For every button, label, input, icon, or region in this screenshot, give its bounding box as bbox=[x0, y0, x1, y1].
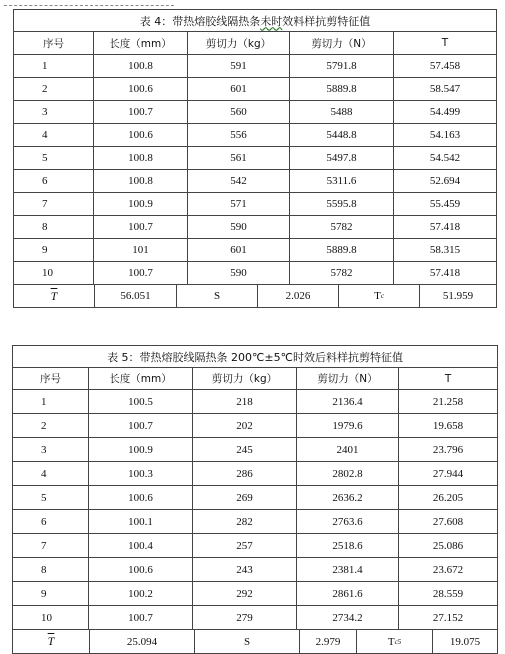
s-label-cell: S bbox=[177, 285, 258, 307]
shear-n-cell: 5889.8 bbox=[290, 239, 394, 262]
t-cell: 23.672 bbox=[399, 558, 498, 582]
length-cell: 100.2 bbox=[89, 582, 193, 606]
shear-n-cell: 2518.6 bbox=[297, 534, 399, 558]
table-row bbox=[14, 147, 497, 170]
tc-subscript: c bbox=[380, 292, 384, 300]
shear-table-5 bbox=[12, 345, 498, 654]
length-cell: 100.4 bbox=[89, 534, 193, 558]
caption-text-tail: 效料样抗剪特征值 bbox=[282, 14, 371, 28]
index-cell: 3 bbox=[14, 101, 94, 124]
index-cell: 9 bbox=[14, 239, 94, 262]
shear-n-cell: 5595.8 bbox=[290, 193, 394, 216]
table-row bbox=[14, 78, 497, 101]
shear-n-cell: 2802.8 bbox=[297, 462, 399, 486]
table-row bbox=[13, 534, 498, 558]
header-cell: 长度（mm） bbox=[89, 368, 193, 390]
shear-n-cell: 2636.2 bbox=[297, 486, 399, 510]
length-cell: 100.5 bbox=[89, 390, 193, 414]
shear-n-cell: 2136.4 bbox=[297, 390, 399, 414]
shear-kg-cell: 542 bbox=[188, 170, 290, 193]
tc-label-cell bbox=[339, 285, 420, 307]
shear-kg-cell: 571 bbox=[188, 193, 290, 216]
index-cell: 4 bbox=[13, 462, 89, 486]
mean-symbol: $\overline{T}$ bbox=[50, 288, 58, 303]
length-cell: 100.9 bbox=[89, 438, 193, 462]
length-cell: 100.7 bbox=[89, 414, 193, 438]
header-cell: 序号 bbox=[14, 32, 94, 55]
shear-kg-cell: 202 bbox=[193, 414, 297, 438]
t-cell: 54.499 bbox=[394, 101, 497, 124]
length-cell: 100.6 bbox=[94, 78, 188, 101]
shear-kg-cell: 257 bbox=[193, 534, 297, 558]
index-cell: 7 bbox=[13, 534, 89, 558]
header-cell: 剪切力（N） bbox=[297, 368, 399, 390]
shear-n-cell: 5448.8 bbox=[290, 124, 394, 147]
t-cell: 25.086 bbox=[399, 534, 498, 558]
t-cell: 27.608 bbox=[399, 510, 498, 534]
shear-n-cell: 2763.6 bbox=[297, 510, 399, 534]
length-cell: 100.7 bbox=[89, 606, 193, 630]
header-cell: T bbox=[394, 32, 497, 55]
index-cell: 10 bbox=[14, 262, 94, 285]
shear-kg-cell: 286 bbox=[193, 462, 297, 486]
index-cell: 4 bbox=[14, 124, 94, 147]
shear-kg-cell: 292 bbox=[193, 582, 297, 606]
s-value-cell: 2.026 bbox=[258, 285, 339, 307]
shear-n-cell: 5497.8 bbox=[290, 147, 394, 170]
length-cell: 100.7 bbox=[94, 216, 188, 239]
index-cell: 2 bbox=[13, 414, 89, 438]
index-cell: 7 bbox=[14, 193, 94, 216]
shear-n-cell: 5782 bbox=[290, 216, 394, 239]
table-row bbox=[13, 414, 498, 438]
t-cell: 52.694 bbox=[394, 170, 497, 193]
shear-kg-cell: 561 bbox=[188, 147, 290, 170]
t-cell: 27.944 bbox=[399, 462, 498, 486]
t-cell: 19.658 bbox=[399, 414, 498, 438]
length-cell: 100.6 bbox=[89, 558, 193, 582]
table-caption bbox=[14, 10, 497, 32]
index-cell: 3 bbox=[13, 438, 89, 462]
header-cell: 长度（mm） bbox=[94, 32, 188, 55]
caption-text: 表 4：带热熔胶线隔热条 bbox=[139, 14, 261, 28]
index-cell: 10 bbox=[13, 606, 89, 630]
length-cell: 100.1 bbox=[89, 510, 193, 534]
s-label-cell: S bbox=[195, 630, 300, 653]
index-cell: 2 bbox=[14, 78, 94, 101]
t-cell: 28.559 bbox=[399, 582, 498, 606]
header-row bbox=[14, 32, 497, 55]
shear-kg-cell: 590 bbox=[188, 216, 290, 239]
table-row bbox=[14, 55, 497, 78]
shear-n-cell: 5311.6 bbox=[290, 170, 394, 193]
index-cell: 1 bbox=[14, 55, 94, 78]
index-cell: 1 bbox=[13, 390, 89, 414]
t-cell: 57.418 bbox=[394, 262, 497, 285]
mean-symbol: $\overline{T}$ bbox=[47, 634, 55, 648]
shear-n-cell: 5782 bbox=[290, 262, 394, 285]
caption-spellcheck-text: 未时 bbox=[260, 14, 283, 28]
shear-kg-cell: 245 bbox=[193, 438, 297, 462]
table-row bbox=[13, 462, 498, 486]
header-cell: T bbox=[399, 368, 498, 390]
header-cell: 序号 bbox=[13, 368, 89, 390]
length-cell: 100.6 bbox=[89, 486, 193, 510]
tc-label-cell bbox=[357, 630, 433, 653]
t-cell: 57.458 bbox=[394, 55, 497, 78]
index-cell: 5 bbox=[13, 486, 89, 510]
t-cell: 27.152 bbox=[399, 606, 498, 630]
table-row bbox=[14, 193, 497, 216]
shear-n-cell: 2401 bbox=[297, 438, 399, 462]
t-cell: 23.796 bbox=[399, 438, 498, 462]
shear-kg-cell: 601 bbox=[188, 239, 290, 262]
table-row bbox=[14, 124, 497, 147]
t-cell: 57.418 bbox=[394, 216, 497, 239]
header-cell: 剪切力（kg） bbox=[188, 32, 290, 55]
shear-n-cell: 2734.2 bbox=[297, 606, 399, 630]
shear-kg-cell: 282 bbox=[193, 510, 297, 534]
shear-n-cell: 5791.8 bbox=[290, 55, 394, 78]
t-cell: 55.459 bbox=[394, 193, 497, 216]
table-row bbox=[14, 101, 497, 124]
shear-n-cell: 5889.8 bbox=[290, 78, 394, 101]
table-row bbox=[14, 216, 497, 239]
header-cell: 剪切力（kg） bbox=[193, 368, 297, 390]
shear-table-4 bbox=[13, 9, 497, 308]
table-row bbox=[14, 239, 497, 262]
shear-kg-cell: 560 bbox=[188, 101, 290, 124]
table-row bbox=[13, 390, 498, 414]
mean-value-cell: 25.094 bbox=[90, 630, 195, 653]
tc-value-cell: 19.075 bbox=[449, 635, 481, 648]
table-row bbox=[13, 606, 498, 630]
shear-kg-cell: 243 bbox=[193, 558, 297, 582]
index-cell: 8 bbox=[14, 216, 94, 239]
t-cell: 58.315 bbox=[394, 239, 497, 262]
length-cell: 100.7 bbox=[94, 101, 188, 124]
length-cell: 100.3 bbox=[89, 462, 193, 486]
length-cell: 100.8 bbox=[94, 170, 188, 193]
shear-n-cell: 1979.6 bbox=[297, 414, 399, 438]
shear-kg-cell: 601 bbox=[188, 78, 290, 101]
t-cell: 54.542 bbox=[394, 147, 497, 170]
index-cell: 9 bbox=[13, 582, 89, 606]
index-cell: 8 bbox=[13, 558, 89, 582]
table-caption: 表 5：带热熔胶线隔热条 200℃±5℃时效后料样抗剪特征值 bbox=[13, 346, 498, 368]
tc-subscript: c5 bbox=[394, 637, 402, 646]
cropped-text-line bbox=[4, 0, 174, 6]
table-row bbox=[13, 486, 498, 510]
index-cell: 6 bbox=[13, 510, 89, 534]
table-row bbox=[13, 582, 498, 606]
header-row bbox=[13, 368, 498, 390]
shear-kg-cell: 218 bbox=[193, 390, 297, 414]
shear-n-cell: 2861.6 bbox=[297, 582, 399, 606]
length-cell: 100.9 bbox=[94, 193, 188, 216]
shear-n-cell: 5488 bbox=[290, 101, 394, 124]
table-row bbox=[13, 438, 498, 462]
mean-label-cell bbox=[14, 285, 95, 307]
header-cell: 剪切力（N） bbox=[290, 32, 394, 55]
shear-n-cell: 2381.4 bbox=[297, 558, 399, 582]
table-row bbox=[14, 262, 497, 285]
s-value-cell: 2.979 bbox=[300, 630, 357, 653]
t-cell: 54.163 bbox=[394, 124, 497, 147]
tc-symbol: T bbox=[387, 635, 395, 648]
shear-kg-cell: 269 bbox=[193, 486, 297, 510]
t-cell: 21.258 bbox=[399, 390, 498, 414]
tc-value-cell: 51.959 bbox=[442, 290, 474, 302]
tc-symbol: T bbox=[374, 290, 381, 302]
length-cell: 100.7 bbox=[94, 262, 188, 285]
summary-row bbox=[13, 630, 498, 654]
table-row bbox=[14, 170, 497, 193]
index-cell: 6 bbox=[14, 170, 94, 193]
summary-row bbox=[14, 285, 497, 308]
shear-kg-cell: 591 bbox=[188, 55, 290, 78]
length-cell: 100.8 bbox=[94, 55, 188, 78]
length-cell: 100.8 bbox=[94, 147, 188, 170]
shear-kg-cell: 590 bbox=[188, 262, 290, 285]
length-cell: 101 bbox=[94, 239, 188, 262]
mean-value-cell: 56.051 bbox=[95, 285, 177, 307]
shear-kg-cell: 279 bbox=[193, 606, 297, 630]
shear-kg-cell: 556 bbox=[188, 124, 290, 147]
table-row bbox=[13, 558, 498, 582]
t-cell: 58.547 bbox=[394, 78, 497, 101]
index-cell: 5 bbox=[14, 147, 94, 170]
table-row bbox=[13, 510, 498, 534]
t-cell: 26.205 bbox=[399, 486, 498, 510]
length-cell: 100.6 bbox=[94, 124, 188, 147]
mean-label-cell bbox=[13, 630, 90, 653]
